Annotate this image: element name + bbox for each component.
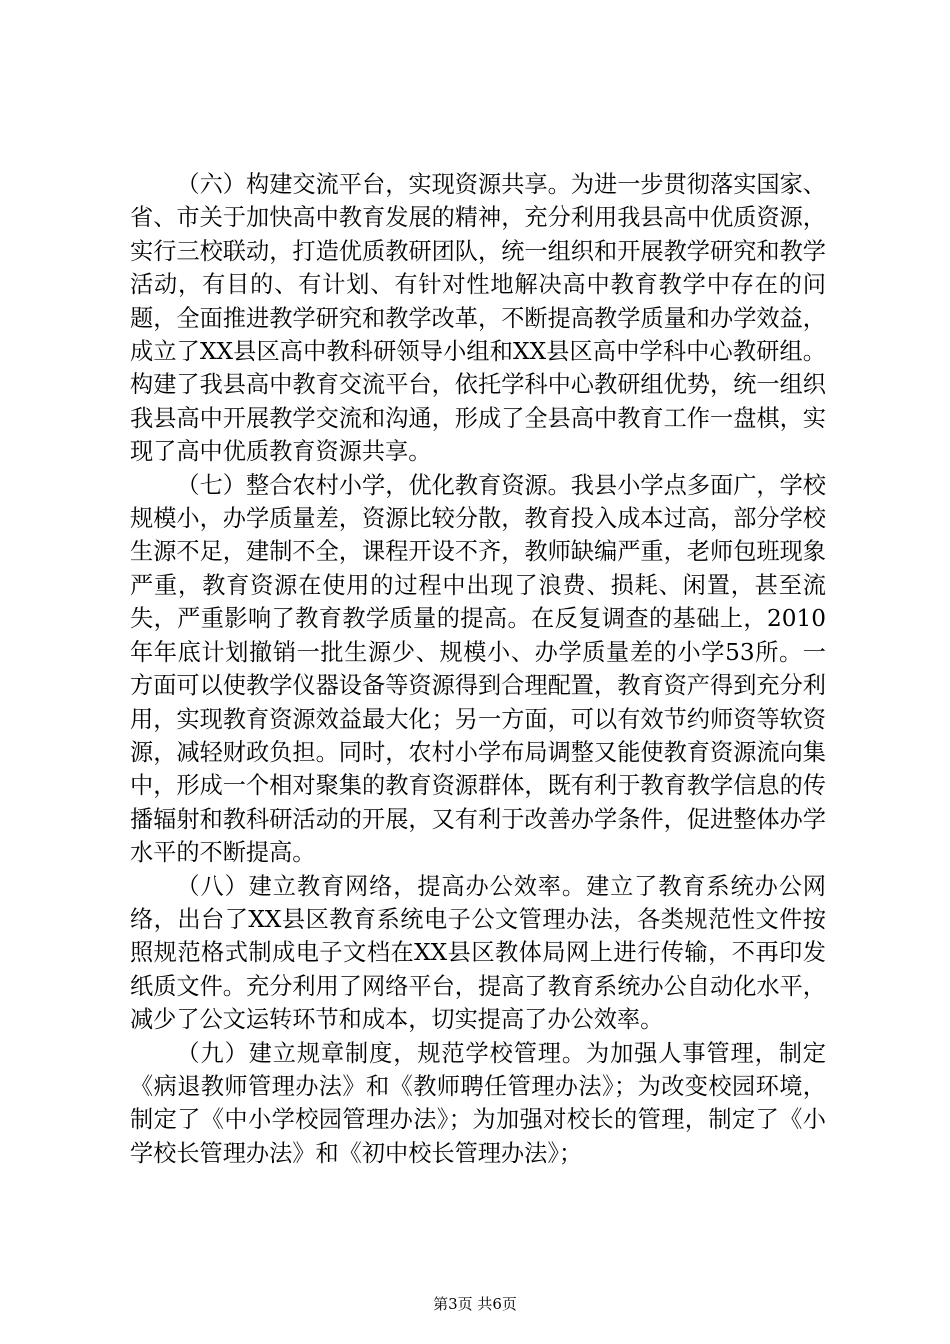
document-body <box>130 168 826 1170</box>
paragraph-6-resource-sharing: （六）构建交流平台，实现资源共享。为进一步贯彻落实国家、省、市关于加快高中教育发展的精神，充分利用我县高中优质资源，实行三校联动，打造优质教研团队，统一组织和开展教学研究和教学活动，有目的、有计划、有针对性地解决高中教育教学中存在的问题，全面推进教学研究和教学改革，不断提高教学质量和办学效益，成立了XX县区高中教科研领导小组和XX县区高中学科中心教研组。构建了我县高中教育交流平台，依托学科中心教研组优势，统一组织我县高中开展教学交流和沟通，形成了全县高中教育工作一盘棋，实现了高中优质教育资源共享。 <box>130 171 826 466</box>
paragraph-9-rules-regulations: （九）建立规章制度，规范学校管理。为加强人事管理，制定《病退教师管理办法》和《教师聘任管理办法》；为改变校园环境，制定了《中小学校园管理办法》；为加强对校长的管理，制定了《小学校长管理办法》和《初中校长管理办法》； <box>130 1039 826 1167</box>
page-number-footer: 第3页 共6页 <box>433 1295 517 1313</box>
paragraph-8-education-network: （八）建立教育网络，提高办公效率。建立了教育系统办公网络，出台了XX县区教育系统电子公文管理办法，各类规范性文件按照规范格式制成电子文档在XX县区教体局网上进行传输，不再印发纸质文件。充分利用了网络平台，提高了教育系统办公自动化水平，减少了公文运转环节和成本，切实提高了办公效率。 <box>130 872 826 1034</box>
paragraph-7-rural-schools: （七）整合农村小学，优化教育资源。我县小学点多面广，学校规模小，办学质量差，资源比较分散，教育投入成本过高，部分学校生源不足，建制不全，课程开设不齐，教师缺编严重，老师包班现象严重，教育资源在使用的过程中出现了浪费、损耗、闲置，甚至流失，严重影响了教育教学质量的提高。在反复调查的基础上，2010年年底计划撤销一批生源少、规模小、办学质量差的小学53所。一方面可以使教学仪器设备等资源得到合理配置，教育资产得到充分利用，实现教育资源效益最大化；另一方面，可以有效节约师资等软资源，减轻财政负担。同时，农村小学布局调整又能使教育资源流向集中，形成一个相对聚集的教育资源群体，既有利于教育教学信息的传播辐射和教科研活动的开展，又有利于改善办学条件，促进整体办学水平的不断提高。 <box>130 471 826 867</box>
